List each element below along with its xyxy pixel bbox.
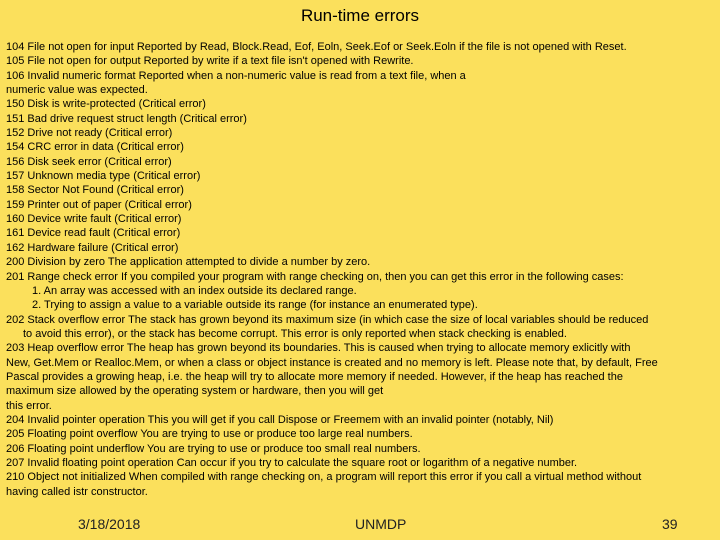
error-line: 202 Stack overflow error The stack has grown beyond its maximum size (in which case the size of local variables should be reduced (6, 313, 649, 326)
error-line: 152 Drive not ready (Critical error) (6, 127, 173, 140)
page-title: Run-time errors (300, 6, 420, 25)
error-line: 154 CRC error in data (Critical error) (6, 141, 184, 154)
error-line: numeric value was expected. (6, 84, 148, 97)
error-line: 150 Disk is write-protected (Critical error) (6, 98, 206, 111)
error-line: 200 Division by zero The application attempted to divide a number by zero. (6, 256, 371, 269)
error-line: 151 Bad drive request struct length (Critical error) (6, 112, 247, 125)
error-line: 204 Invalid pointer operation This you will get if you call Dispose or Freemem with an invalid pointer (notably, Nil) (6, 413, 554, 426)
error-line: 157 Unknown media type (Critical error) (6, 170, 201, 183)
error-line: 162 Hardware failure (Critical error) (6, 241, 179, 254)
error-line: 206 Floating point underflow You are trying to use or produce too small real numbers. (6, 442, 421, 455)
error-line: 104 File not open for input Reported by Read, Block.Read, Eof, Eoln, Seek.Eof or Seek.Eoln if the file is not opened with Reset. (6, 41, 627, 53)
error-line: having called istr constructor. (6, 485, 148, 498)
page-number: 39 (662, 516, 678, 532)
error-line: 207 Invalid floating point operation Can occur if you try to calculate the square root or logarithm of a negative number. (6, 456, 578, 469)
error-line: 105 File not open for output Reported by write if a text file isn't opened with Rewrite. (6, 55, 414, 68)
footer-organization: UNMDP (355, 516, 407, 532)
error-line: 159 Printer out of paper (Critical error) (6, 198, 192, 211)
error-line: New, Get.Mem or Realloc.Mem, or when a class or object instance is created and no memory is left. Please note that, by default, Free (6, 356, 658, 369)
error-line: 203 Heap overflow error The heap has grown beyond its boundaries. This is caused when trying to allocate memory exlicitly with (6, 342, 631, 355)
error-line: 160 Device write fault (Critical error) (6, 213, 182, 226)
footer-date: 3/18/2018 (78, 516, 141, 532)
error-line: this error. (6, 399, 52, 412)
error-sub-item: 1. An array was accessed with an index outside its declared range. (32, 284, 357, 297)
error-line: 205 Floating point overflow You are trying to use or produce too large real numbers. (6, 428, 413, 441)
error-line: Pascal provides a growing heap, i.e. the heap will try to allocate more memory if needed. However, if the heap has reached the (6, 370, 623, 383)
error-list (6, 40, 712, 499)
error-line: 210 Object not initialized When compiled with range checking on, a program will report this error if you call a virtual method without (6, 471, 642, 484)
error-line: to avoid this error), or the stack has become corrupt. This error is only reported when stack checking is enabled. (23, 327, 567, 340)
error-line: 161 Device read fault (Critical error) (6, 227, 181, 240)
error-line: 201 Range check error If you compiled your program with range checking on, then you can get this error in the following cases: (6, 270, 624, 283)
error-sub-item: 2. Trying to assign a value to a variable outside its range (for instance an enumerated type). (32, 299, 478, 312)
error-line: maximum size allowed by the operating system or hardware, then you will get (6, 385, 384, 398)
error-line: 158 Sector Not Found (Critical error) (6, 184, 184, 197)
error-line: 156 Disk seek error (Critical error) (6, 155, 172, 168)
error-line: 106 Invalid numeric format Reported when a non-numeric value is read from a text file, when a (6, 69, 466, 82)
